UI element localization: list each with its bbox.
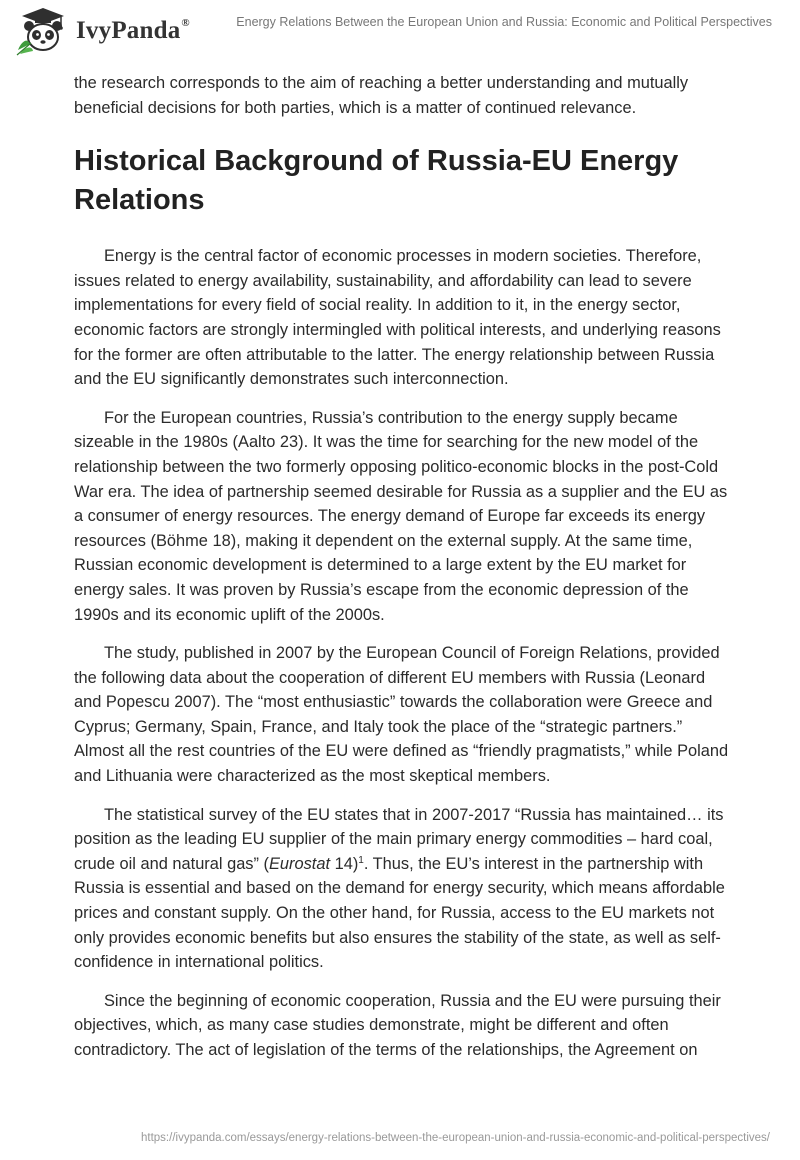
paragraph-russia-contribution: For the European countries, Russia’s contribution to the energy supply became sizeable in the 1980s (Aalto 23). It was the time for searching for the new model of the relationship between the two formerly opposing politico-economic blocks in the post-Cold War era. The idea of partnership seemed desirable for Russia as a supplier and the EU as a consumer of energy resources. The energy demand of Europe far exceeds its energy resources (Böhme 18), making it dependent on the external supply. At the same time, Russian economic development is determined to a large extent by the EU market for energy sales. It was proven by Russia’s escape from the economic depression of the 1990s and its economic uplift of the 2000s. xyxy=(74,408,728,624)
citation-source: Eurostat xyxy=(268,854,331,873)
footnote-marker[interactable]: 1 xyxy=(358,854,364,866)
registered-mark: ® xyxy=(181,17,190,29)
paragraph-energy-factor: Energy is the central factor of economic processes in modern societies. Therefore, issues related to energy availability, sustainability, and affordability can lead to severe implementations for every field of social reality. In addition to it, in the energy sector, economic factors are strongly intermingled with political interests, and underlying reasons for the former are often attributable to the latter. The energy relationship between Russia and the EU significantly demonstrates such interconnection. xyxy=(74,247,721,389)
ivypanda-logo[interactable] xyxy=(14,6,190,56)
survey-text-part1: The statistical survey of the EU states that in 2007-2017 “Russia has maintained… its position as the leading EU supplier of the main primary energy commodities – hard coal, crude oil and natural gas” ( xyxy=(74,805,724,873)
paragraph-statistical-survey xyxy=(74,803,734,975)
document-title: Energy Relations Between the European Union and Russia: Economic and Political Perspectives xyxy=(236,15,772,29)
essay-body xyxy=(74,71,734,1077)
intro-paragraph: the research corresponds to the aim of reaching a better understanding and mutually beneficial decisions for both parties, which is a matter of continued relevance. xyxy=(74,74,689,117)
paragraph-economic-cooperation: Since the beginning of economic cooperation, Russia and the EU were pursuing their objectives, which, as many case studies demonstrate, might be different and often contradictory. The act of legislation of the terms of the relationships, the Agreement on xyxy=(74,991,721,1059)
logo-wordmark xyxy=(76,17,190,45)
panda-mascot-icon xyxy=(14,6,72,56)
survey-text-part3: . Thus, the EU’s interest in the partnership with Russia is essential and based on the demand for energy security, which means affordable prices and constant supply. On the other hand, for Russia, access to the EU markets not only provides economic benefits but also ensures the stability of the state, as well as self-confidence in international politics. xyxy=(74,854,725,972)
page-header xyxy=(0,0,800,62)
source-url[interactable]: https://ivypanda.com/essays/energy-relations-between-the-european-union-and-russia-economic-and-political-perspectives/ xyxy=(141,1132,770,1144)
paragraph-ecfr-study: The study, published in 2007 by the European Council of Foreign Relations, provided the following data about the cooperation of different EU members with Russia (Leonard and Popescu 2007). The “most enthusiastic” towards the collaboration were Greece and Cyprus; Germany, Spain, France, and Italy took the place of the “strategic partners.” Almost all the rest countries of the EU were defined as “friendly pragmatists,” while Poland and Lithuania were characterized as the most skeptical members. xyxy=(74,644,729,786)
section-heading: Historical Background of Russia-EU Energy Relations xyxy=(74,145,679,217)
survey-text-part2: 14) xyxy=(330,854,359,873)
logo-name: IvyPanda xyxy=(76,17,181,44)
